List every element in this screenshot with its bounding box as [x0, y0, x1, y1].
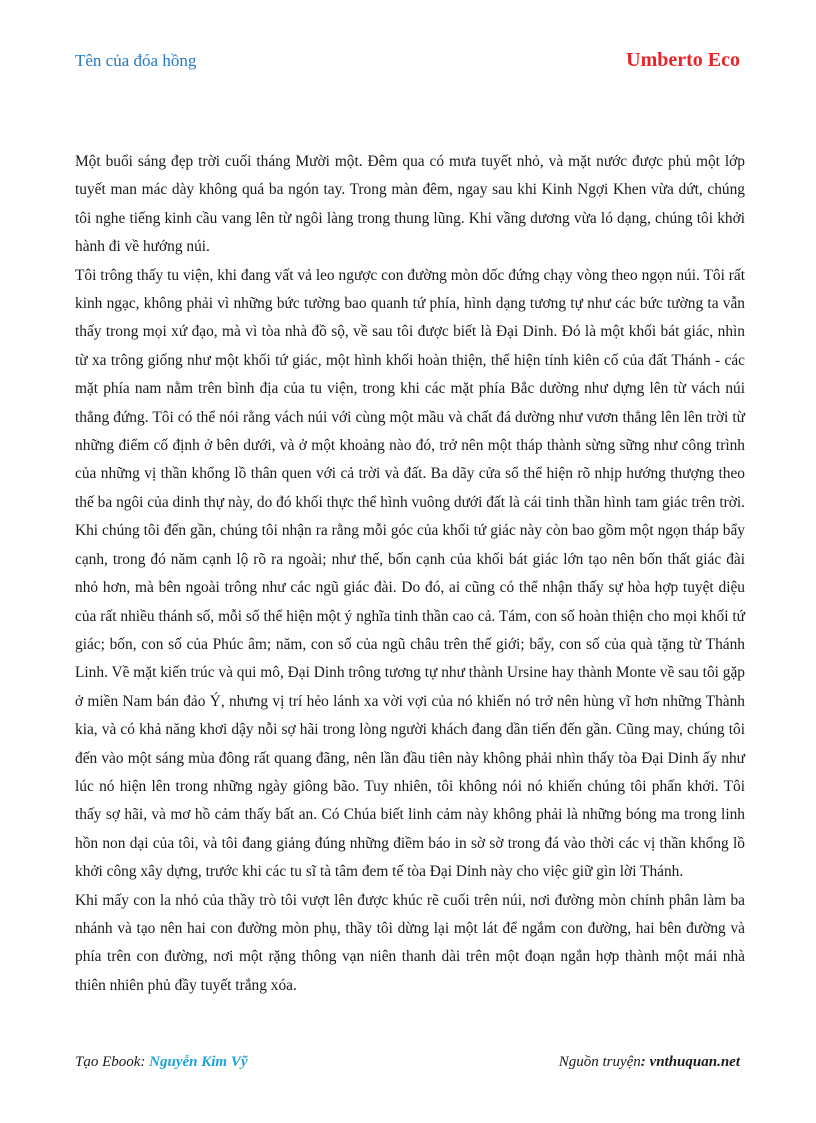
source-label: Nguồn truyện: [558, 1054, 641, 1070]
author-name: Umberto Eco: [626, 49, 740, 71]
ebook-separator: :: [140, 1054, 150, 1070]
ebook-credit: [75, 1054, 248, 1071]
paragraph-2: Tôi trông thấy tu viện, khi đang vất vả leo ngược con đường mòn dốc đứng chạy vòng theo ngọn núi. Tôi rất kinh ngạc, không phải vì những bức tường bao quanh tứ phía, hình dạng tương tự như các bức tường ta vẫn thấy trong mọi xứ đạo, mà vì tòa nhà đồ sộ, về sau tôi được biết là Đại Dinh. Đó là một khối bát giác, nhìn từ xa trông giống như một khối tứ giác, một hình khối hoàn thiện, thể hiện tính kiên cố của đất Thánh - các mặt phía nam nằm trên bình địa của tu viện, trong khi các mặt phía Bắc dường như dựng lên từ vách núi thẳng đứng. Tôi có thể nói rằng vách núi với cùng một mầu và chất đá dường như vươn thẳng lên lên trời từ những điểm cố định ở bên dưới, và ở một khoảng nào đó, trở nên một tháp thành sừng sững như công trình của những vị thần khổng lồ thân quen với cả trời và đất. Ba dãy cửa sổ thể hiện rõ nhịp hướng thượng theo thế ba ngôi của dinh thự này, do đó khối thực thể hình vuông dưới đất là cái tinh thần hình tam giác trên trời. Khi chúng tôi đến gần, chúng tôi nhận ra rằng mỗi góc của khối tứ giác này còn bao gồm một ngọn tháp bẩy cạnh, trong đó năm cạnh lộ rõ ra ngoài; như thế, bốn cạnh của khối bát giác lớn tạo nên bốn thất giác đài nhỏ hơn, mà bên ngoài trông như các ngũ giác đài. Do đó, ai cũng có thể nhận thấy sự hòa hợp tuyệt diệu của rất nhiều thánh số, mỗi số thể hiện một ý nghĩa tinh thần cao cả. Tám, con số hoàn thiện cho mọi khối tứ giác; bốn, con số của Phúc âm; năm, con số của ngũ châu trên thế giới; bẩy, con số của quà tặng từ Thánh Linh. Về mặt kiến trúc và qui mô, Đại Dinh trông tương tự như thành Ursine hay thành Monte về sau tôi gặp ở miền Nam bán đảo Ý, nhưng vị trí hẻo lánh xa vời vợi của nó khiến nó trở nên hùng vĩ hơn những Thành kia, và có khả năng khơi dậy nỗi sợ hãi trong lòng người khách đang dần tiến đến gần. Cũng may, chúng tôi đến vào một sáng mùa đông rất quang đãng, nên lần đầu tiên này không phải nhìn thấy tòa Đại Dinh ấy như lúc nó hiện lên trong những ngày giông bão. Tuy nhiên, tôi không nói nó khiến chúng tôi phấn khởi. Tôi thấy sợ hãi, và mơ hồ cảm thấy bất an. Có Chúa biết linh cảm này không phải là những bóng ma trong linh hồn non dại của tôi, và tôi đang giảng đúng những điềm báo in sờ sờ trong đá vào thời các vị thần khổng lồ khởi công xây dựng, trước khi các tu sĩ tà tâm đem tế tòa Đại Dinh này cho việc giữ gìn lời Thánh.: [75, 266, 745, 881]
source-credit: [559, 1054, 740, 1071]
page-body: [75, 148, 745, 1000]
source-separator: :: [640, 1054, 650, 1070]
paragraph-3: Khi mấy con la nhỏ của thầy trò tôi vượt lên được khúc rẽ cuối trên núi, nơi đường mòn chính phân làm ba nhánh và tạo nên hai con đường mòn phụ, thầy tôi dừng lại một lát để ngắm con đường, hai bên đường và phía trên con đường, nơi một rặng thông vạn niên thanh dài trên một đoạn ngắn hợp thành một mái nhà thiên nhiên phủ đầy tuyết trắng xóa.: [75, 891, 745, 994]
source-site: vnthuquan.net: [649, 1054, 740, 1070]
ebook-label: Tạo Ebook: [75, 1054, 141, 1070]
paragraph-1: Một buổi sáng đẹp trời cuối tháng Mười một. Đêm qua có mưa tuyết nhỏ, và mặt nước được phủ một lớp tuyết man mác dày không quá ba ngón tay. Trong màn đêm, ngay sau khi Kinh Ngợi Khen vừa dứt, chúng tôi nghe tiếng kinh cầu vang lên từ ngôi làng trong thung lũng. Khi vầng dương vừa ló dạng, chúng tôi khởi hành đi về hướng núi.: [75, 153, 745, 256]
ebook-author: Nguyễn Kim Vỹ: [149, 1054, 248, 1070]
book-title: Tên của đóa hồng: [75, 51, 197, 70]
